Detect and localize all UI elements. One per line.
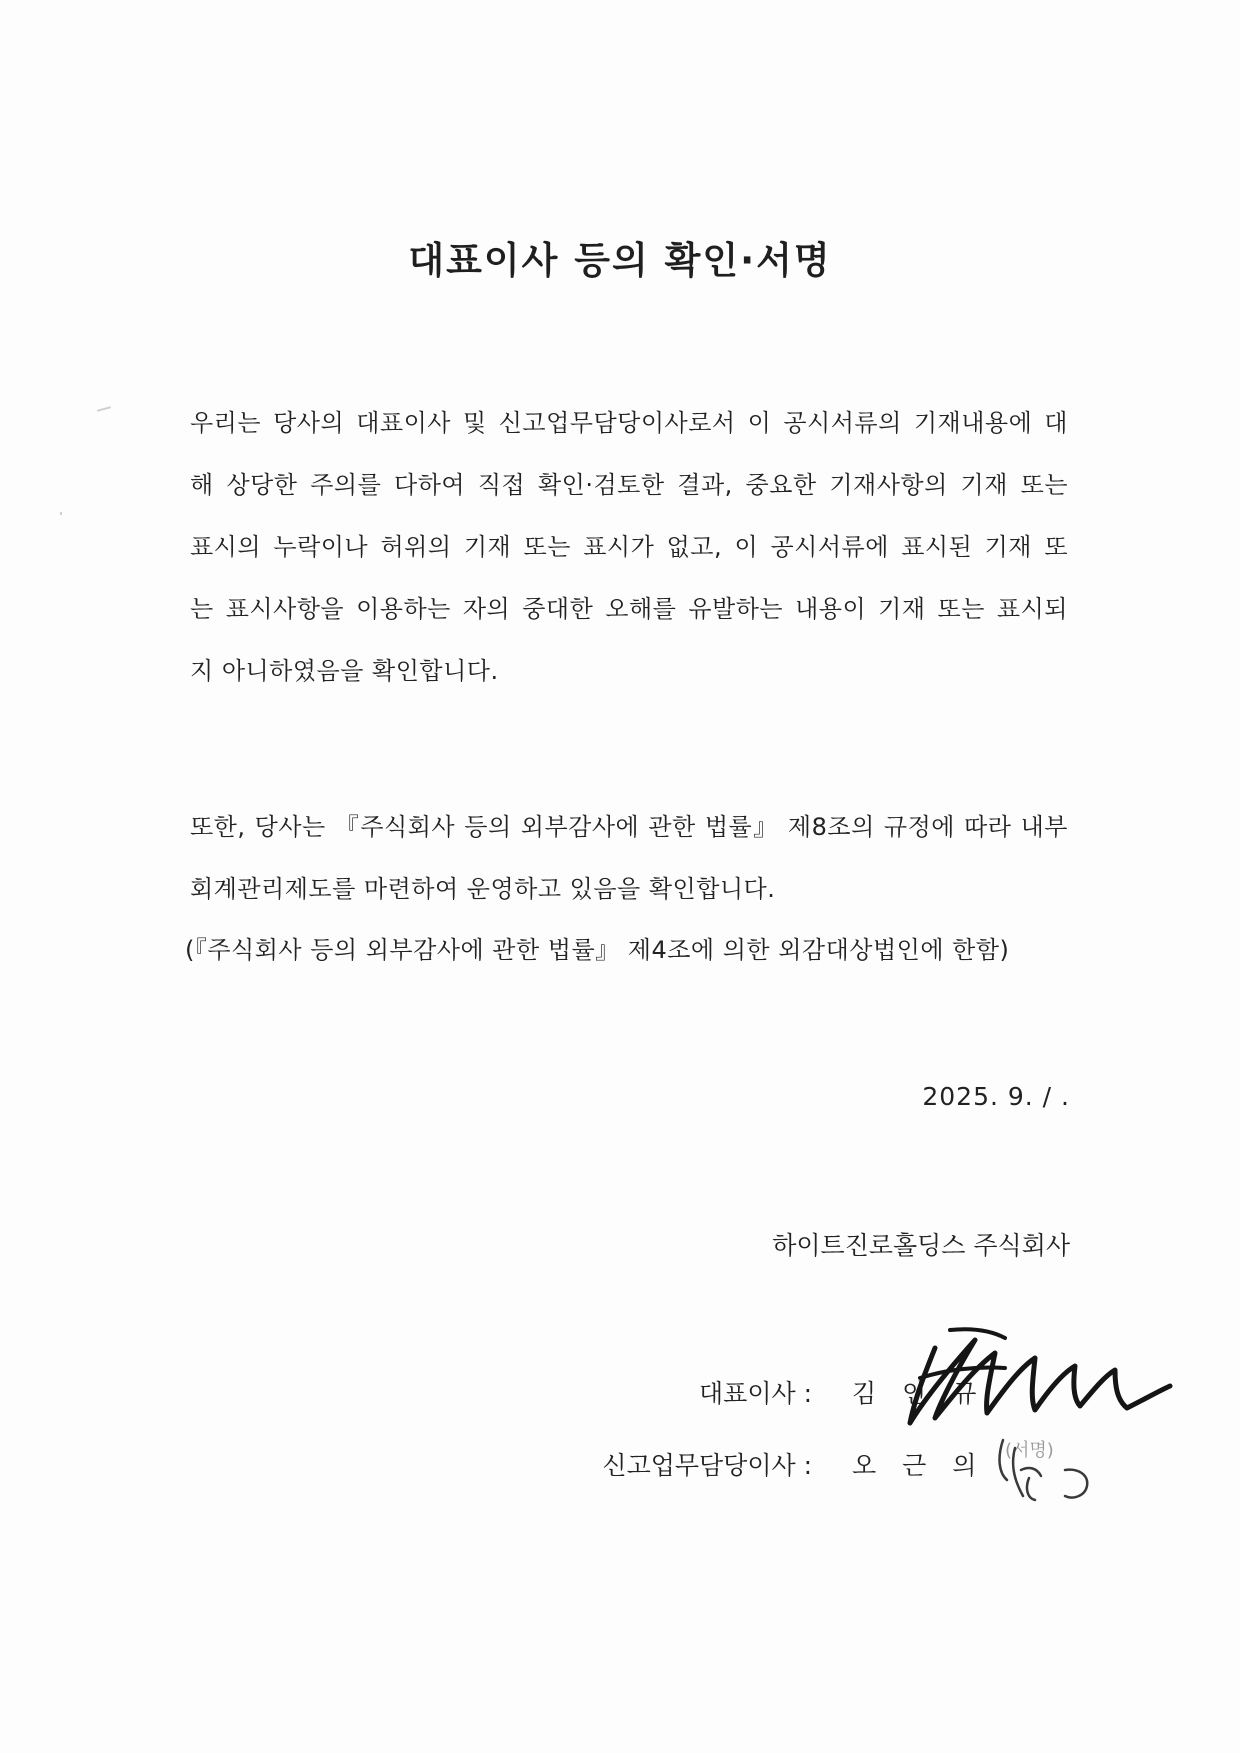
scan-mark xyxy=(97,406,111,412)
confirmation-paragraph xyxy=(190,392,1068,702)
document-title: 대표이사 등의 확인·서명 xyxy=(408,239,832,282)
signatory-name: 김인규 xyxy=(852,1379,1003,1408)
signatory-row-reporting-director xyxy=(0,1446,1240,1486)
document-date: 2025. 9. / . xyxy=(922,1082,1070,1111)
paragraph-line: 해 상당한 주의를 다하여 직접 확인·검토한 결과, 중요한 기재사항의 기재 또는 xyxy=(190,471,1068,499)
paragraph-line: 는 표시사항을 이용하는 자의 중대한 오해를 유발하는 내용이 기재 또는 표시되 xyxy=(190,595,1068,623)
paragraph-line: 지 아니하였음을 확인합니다. xyxy=(190,657,499,685)
signatory-role: 신고업무담당이사 : xyxy=(602,1451,812,1480)
paragraph-line: 표시의 누락이나 허위의 기재 또는 표시가 없고, 이 공시서류에 표시된 기재 또 xyxy=(190,533,1068,561)
paragraph-line: 회계관리제도를 마련하여 운영하고 있음을 확인합니다. xyxy=(190,875,776,903)
paragraph-line: 우리는 당사의 대표이사 및 신고업무담당이사로서 이 공시서류의 기재내용에 대 xyxy=(190,409,1068,437)
signatory-role: 대표이사 : xyxy=(699,1379,812,1408)
applicability-note: (『주식회사 등의 외부감사에 관한 법률』 제4조에 의한 외감대상법인에 한함) xyxy=(185,936,1010,964)
signatory-row-ceo xyxy=(0,1374,1240,1414)
paragraph-line: 또한, 당사는 『주식회사 등의 외부감사에 관한 법률』 제8조의 규정에 따라 내부 xyxy=(190,813,1068,841)
company-name: 하이트진로홀딩스 주식회사 xyxy=(772,1231,1070,1260)
signatory-name: 오근의 xyxy=(852,1451,1003,1480)
scan-mark xyxy=(60,512,62,515)
internal-control-paragraph xyxy=(190,796,1068,920)
seal-text: (서명) xyxy=(1005,1440,1054,1461)
